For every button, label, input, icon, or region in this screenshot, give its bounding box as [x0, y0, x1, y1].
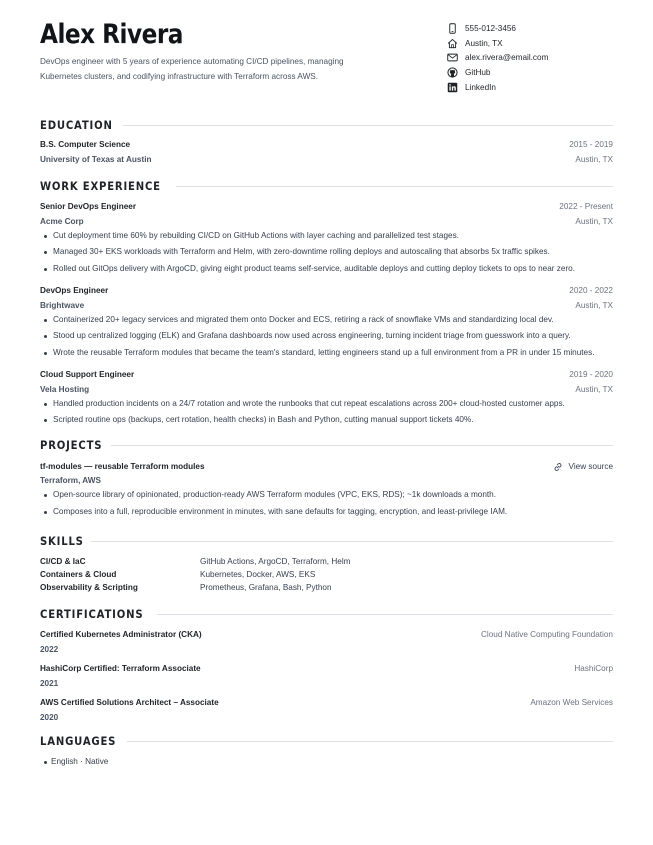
- education-header: [40, 115, 613, 135]
- resume-page: [40, 18, 613, 772]
- section-divider: [91, 541, 613, 542]
- contact-linkedin-text: LinkedIn: [465, 83, 496, 93]
- list-item: Composes into a full, reproducible environment in minutes, with sane defaults for tagging, encryption, and least-privilege IAM.: [40, 505, 613, 519]
- contact-email-text: alex.rivera@email.com: [465, 53, 549, 63]
- job-dates: 2022 - Present: [559, 202, 613, 211]
- contact-github[interactable]: [447, 65, 617, 80]
- list-item: Rolled out GitOps delivery with ArgoCD, giving eight product teams self-service, auditable deploys and cutting deploy tickets to ops to near zero.: [40, 262, 613, 276]
- education-section: [40, 115, 613, 167]
- skill-category: Observability & Scripting: [40, 583, 138, 593]
- certification-year: 2021: [40, 678, 59, 688]
- home-icon: [447, 38, 458, 49]
- skill-items: Kubernetes, Docker, AWS, EKS: [200, 570, 316, 580]
- certification-issuer: Amazon Web Services: [530, 698, 613, 708]
- certification-entry: [40, 628, 613, 657]
- project-tech: Terraform, AWS: [40, 476, 101, 486]
- summary-text: DevOps engineer with 5 years of experience automating CI/CD pipelines, managing Kubernetes clusters, and codifying infrastructure with Terraform across AWS.: [40, 57, 344, 81]
- contact-phone[interactable]: [447, 21, 617, 36]
- section-divider: [123, 125, 613, 126]
- list-item: Open-source library of opinionated, production-ready AWS Terraform modules (VPC, EKS, RDS); ~1k downloads a month.: [40, 488, 613, 502]
- section-title-projects: PROJECTS: [40, 439, 103, 453]
- job-bullets: [40, 397, 613, 428]
- job-company-row: [40, 299, 613, 312]
- list-item: Scripted routine ops (backups, cert rotation, health checks) in Bash and Python, cutting manual support tickets 40%.: [40, 413, 613, 427]
- github-icon: [447, 67, 458, 78]
- certification-row: [40, 628, 613, 643]
- mail-icon: [447, 52, 458, 63]
- work-header: [40, 176, 613, 196]
- job-dates: 2019 - 2020: [569, 370, 613, 380]
- job-bullets: [40, 229, 613, 277]
- certification-year: 2022: [40, 644, 59, 654]
- skill-items: Prometheus, Grafana, Bash, Python: [200, 583, 332, 593]
- work-section: [40, 176, 613, 428]
- education-dates: 2015 - 2019: [569, 140, 613, 149]
- languages-list: [40, 755, 613, 769]
- candidate-name: Alex Rivera: [40, 19, 183, 50]
- project-title-row: [40, 460, 613, 475]
- certification-issuer: Cloud Native Computing Foundation: [481, 630, 613, 640]
- certification-name: Certified Kubernetes Administrator (CKA): [40, 630, 202, 640]
- contact-location: [447, 36, 617, 51]
- job-title: Cloud Support Engineer: [40, 370, 135, 380]
- project-name: tf-modules — reusable Terraform modules: [40, 461, 205, 471]
- contact-phone-text: 555-012-3456: [465, 23, 516, 33]
- job-dates: 2020 - 2022: [569, 286, 613, 296]
- languages-section: [40, 731, 613, 769]
- section-title-work: WORK EXPERIENCE: [40, 179, 161, 193]
- resume-header: [40, 18, 613, 106]
- list-item: Stood up centralized logging (ELK) and Grafana dashboards now used across engineering, turning incident triage from guesswork into a query.: [40, 329, 613, 343]
- contact-list: [447, 21, 617, 95]
- job-title-row: [40, 200, 613, 215]
- certification-issuer: HashiCorp: [574, 664, 613, 674]
- job-location: Austin, TX: [575, 216, 613, 226]
- list-item: Cut deployment time 60% by rebuilding CI/CD on GitHub Actions with layer caching and parallelized test stages.: [40, 229, 613, 243]
- link-icon: [553, 462, 563, 472]
- skills-header: [40, 531, 613, 551]
- job-entry: [40, 200, 613, 276]
- certification-year-row: [40, 677, 613, 692]
- job-title-row: [40, 284, 613, 299]
- job-location: Austin, TX: [575, 300, 613, 310]
- section-title-skills: SKILLS: [40, 534, 84, 548]
- skill-items: GitHub Actions, ArgoCD, Terraform, Helm: [200, 557, 351, 567]
- job-company: Vela Hosting: [40, 384, 90, 394]
- job-bullets: [40, 313, 613, 361]
- certifications-section: [40, 604, 613, 725]
- certifications-header: [40, 604, 613, 624]
- education-location: Austin, TX: [575, 154, 613, 164]
- section-divider: [157, 614, 613, 615]
- languages-header: [40, 731, 613, 751]
- certification-row: [40, 662, 613, 677]
- contact-location-text: Austin, TX: [465, 38, 503, 48]
- skill-category: Containers & Cloud: [40, 570, 117, 580]
- job-title: Senior DevOps Engineer: [40, 202, 137, 211]
- certification-year: 2020: [40, 712, 59, 722]
- skill-row: [40, 555, 613, 568]
- list-item: Managed 30+ EKS workloads with Terraform and Helm, with zero-downtime rolling deploys and autoscaling that absorbs 5x traffic spikes.: [40, 245, 613, 259]
- job-title: DevOps Engineer: [40, 286, 109, 296]
- certification-year-row: [40, 643, 613, 658]
- phone-icon: [447, 23, 458, 34]
- contact-email[interactable]: [447, 51, 617, 66]
- job-company: Acme Corp: [40, 216, 84, 226]
- view-source-label: View source: [568, 461, 613, 471]
- certification-name: AWS Certified Solutions Architect – Associate: [40, 698, 219, 708]
- job-entry: [40, 368, 613, 428]
- linkedin-icon: [447, 82, 458, 93]
- section-title-certifications: CERTIFICATIONS: [40, 607, 144, 621]
- certification-row: [40, 696, 613, 711]
- certification-entry: [40, 662, 613, 691]
- education-school-row: [40, 153, 613, 168]
- list-item: Wrote the reusable Terraform modules that became the team's standard, letting engineers stand up a full environment from a PR in under 15 minutes.: [40, 346, 613, 360]
- list-item: Containerized 20+ legacy services and migrated them onto Docker and ECS, retiring a rack of snowflake VMs and standardizing local dev.: [40, 313, 613, 327]
- project-tech-row: [40, 474, 613, 487]
- skills-list: [40, 555, 613, 594]
- section-title-languages: LANGUAGES: [40, 734, 117, 748]
- contact-linkedin[interactable]: [447, 80, 617, 95]
- projects-header: [40, 436, 613, 456]
- contact-github-text: GitHub: [465, 68, 491, 78]
- list-item: English · Native: [40, 755, 613, 769]
- view-source-link[interactable]: [553, 460, 613, 475]
- skills-section: [40, 531, 613, 594]
- job-company-row: [40, 383, 613, 396]
- degree: B.S. Computer Science: [40, 140, 131, 149]
- section-divider: [127, 741, 613, 742]
- project-bullets: [40, 488, 613, 519]
- projects-section: [40, 436, 613, 520]
- skill-category: CI/CD & IaC: [40, 557, 86, 567]
- section-title-education: EDUCATION: [40, 118, 113, 132]
- section-divider: [111, 445, 613, 446]
- education-row: [40, 138, 613, 153]
- certification-year-row: [40, 711, 613, 726]
- certification-entry: [40, 696, 613, 725]
- section-divider: [176, 186, 613, 187]
- job-entry: [40, 284, 613, 360]
- list-item: Handled production incidents on a 24/7 rotation and wrote the runbooks that cut repeat escalations across 200+ cloud-hosted customer apps.: [40, 397, 613, 411]
- job-company: Brightwave: [40, 300, 85, 310]
- job-company-row: [40, 215, 613, 228]
- school: University of Texas at Austin: [40, 154, 152, 164]
- certification-name: HashiCorp Certified: Terraform Associate: [40, 664, 201, 674]
- job-location: Austin, TX: [575, 384, 613, 394]
- skill-row: [40, 568, 613, 581]
- skill-row: [40, 581, 613, 594]
- job-title-row: [40, 368, 613, 383]
